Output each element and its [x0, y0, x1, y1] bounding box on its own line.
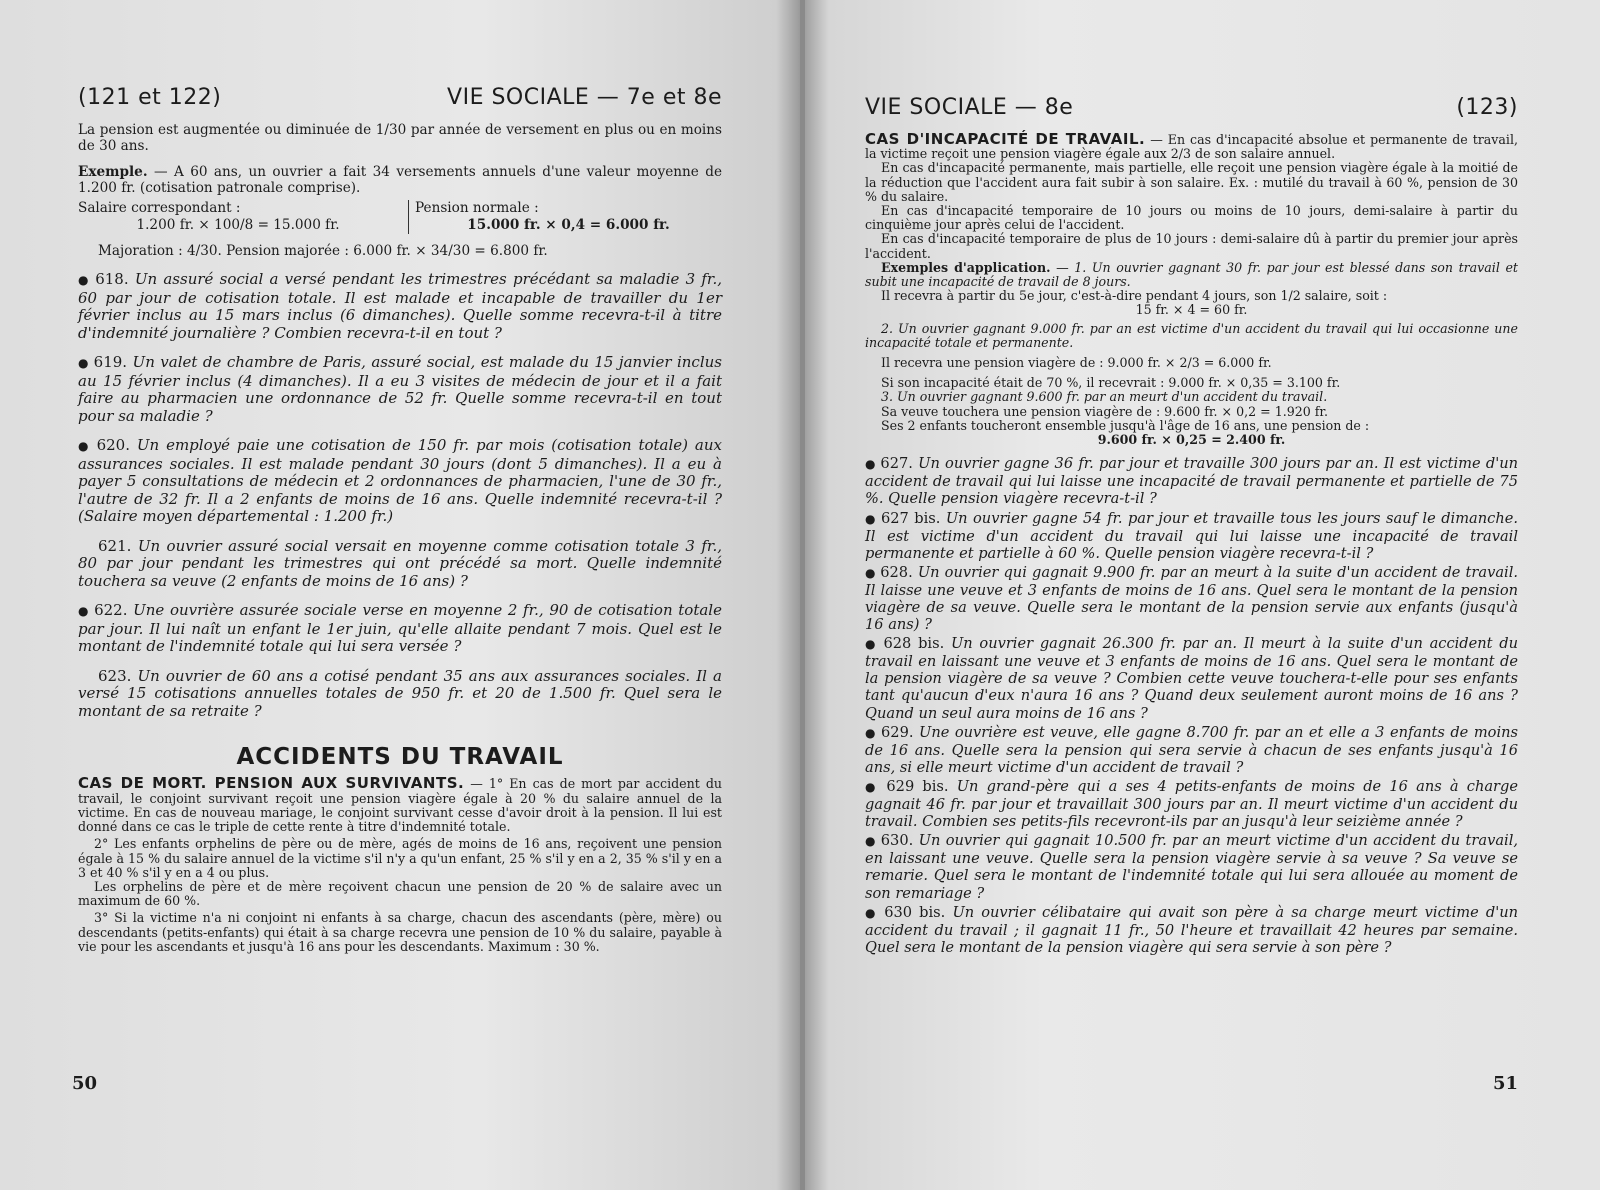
pension-formula: 15.000 fr. × 0,4 = 6.000 fr.: [467, 217, 670, 234]
problem-619: ● 619. Un valet de chambre de Paris, assuré social, est malade du 15 janvier inclus au 15 février inclus (4 dimanches). Il a eu 3 visites de médecin de jour et il a fait faire au pharmacien une ordonnance de 52 fr. Quelle somme recevra-t-il en tout pour sa maladie ?: [78, 353, 722, 425]
death-para-1: [78, 776, 722, 834]
example-1: [865, 261, 1518, 289]
incapacity-section: [865, 132, 1518, 447]
pension-label: Pension normale :: [415, 200, 539, 217]
left-problems-list: [78, 271, 722, 720]
right-running-header: [865, 95, 1518, 120]
problem-text: Un ouvrier qui gagnait 9.900 fr. par an meurt à la suite d'un accident de travail. Il laisse une veuve et 3 enfants de moins de 16 ans. Quel sera le montant de la pension viagère de sa veuve. Quelle sera le montant de la pension servie aux enfants (jusqu'à 16 ans) ?: [865, 563, 1519, 634]
problem-number: 629 bis.: [886, 777, 949, 795]
incap-para-1: [865, 132, 1518, 161]
death-para-2: 2° Les enfants orphelins de père ou de mère, agés de moins de 16 ans, reçoivent une pension égale à 15 % du salaire annuel de la victime s'il n'y a qu'un enfant, 25 % s'il y en a 2, 35 % s'il y en a 3 et 40 % s'il y en a 4 ou plus.: [78, 836, 722, 880]
problem-627-bis: ● 627 bis. Un ouvrier gagne 54 fr. par jour et travaille tous les jours sauf le dimanche. Il est victime d'un accident du travail qui lui laisse une incapacité de travail permanente et partielle à 60 %. Quelle pension viagère recevra-t-il ?: [865, 509, 1518, 562]
problem-628: ● 628. Un ouvrier qui gagnait 9.900 fr. par an meurt à la suite d'un accident de travail. Il laisse une veuve et 3 enfants de moins de 16 ans. Quel sera le montant de la pension viagère de sa veuve. Quelle sera le montant de la pension servie aux enfants (jusqu'à 16 ans) ?: [865, 563, 1519, 634]
problem-number: 630 bis.: [884, 903, 946, 921]
problem-number: 620.: [96, 436, 130, 455]
example-paragraph: [78, 164, 722, 197]
salary-formula: 1.200 fr. × 100/8 = 15.000 fr.: [136, 217, 340, 234]
incap-para-1-text: — En cas d'incapacité absolue et permanente de travail, la victime reçoit une pension viagère égale aux 2/3 de son salaire annuel.: [865, 132, 1518, 162]
death-subhead: CAS DE MORT. PENSION AUX SURVIVANTS.: [78, 774, 465, 793]
death-pension-section: [78, 776, 722, 953]
problem-text: Un ouvrier assuré social versait en moyenne comme cotisation totale 3 fr., 80 par jour pendant les trimestres qui ont précédé sa mort. Quelle indemnité touchera sa veuve (2 enfants de moins de 16 ans) ?: [78, 536, 722, 590]
example-3-calc: Sa veuve touchera une pension viagère de : 9.600 fr. × 0,2 = 1.920 fr.: [881, 403, 1329, 419]
problem-623: [78, 668, 722, 721]
pension-intro: La pension est augmentée ou diminuée de 1/30 par année de versement en plus ou en moins de 30 ans.: [78, 122, 722, 155]
example-3-result: 9.600 fr. × 0,25 = 2.400 fr.: [1097, 432, 1286, 448]
problem-618: ● 618. Un assuré social a versé pendant les trimestres précédant sa maladie 3 fr., 60 par jour de cotisation totale. Il est malade et incapable de travailler du 1er février inclus au 15 mars inclus (6 dimanches). Quelle somme recevra-t-il à titre d'indemnité journalière ? Combien recevra-t-il en tout ?: [78, 270, 722, 342]
left-header-section-numbers: (121 et 122): [78, 85, 222, 110]
problem-number: 622.: [94, 601, 128, 620]
pension-column: [408, 200, 722, 234]
problem-text: Un ouvrier qui gagnait 10.500 fr. par an meurt victime d'un accident du travail, en laissant une veuve. Quelle sera la pension viagère servie à sa veuve ? Sa veuve se remarie. Quel sera le montant de l'indemnité totale qui lui sera allouée au moment de son remariage ?: [865, 832, 1519, 902]
incap-para-3: En cas d'incapacité temporaire de 10 jours ou moins de 10 jours, demi-salaire à partir du cinquième jour après celui de l'accident.: [865, 203, 1518, 233]
problem-number: 618.: [95, 270, 129, 289]
problem-number: 629.: [881, 723, 914, 741]
problem-number: 619.: [93, 353, 128, 372]
problem-622: ● 622. Une ouvrière assurée sociale verse en moyenne 2 fr., 90 de cotisation totale par jour. Il lui naît un enfant le 1er juin, qu'elle allaite pendant 7 mois. Quel est le montant de l'indemnité totale qui lui sera versée ?: [78, 601, 722, 656]
example-1-text: — 1. Un ouvrier gagnant 30 fr. par jour est blessé dans son travail et subit une incapacité de travail de 8 jours.: [865, 259, 1518, 290]
incap-para-4: En cas d'incapacité temporaire de plus de 10 jours : demi-salaire dû à partir du premier jour après l'accident.: [865, 231, 1518, 261]
salary-label: Salaire correspondant :: [78, 200, 241, 217]
problem-text: Un ouvrier gagne 54 fr. par jour et travaille tous les jours sauf le dimanche. Il est victime d'un accident du travail qui lui laisse une incapacité de travail permanente et partielle à 60 %. Quelle pension viagère recevra-t-il ?: [865, 509, 1518, 562]
example-1-calc: Il recevra à partir du 5e jour, c'est-à-dire pendant 4 jours, son 1/2 salaire, soit :: [881, 288, 1388, 304]
right-header-title: VIE SOCIALE — 8e: [865, 95, 1074, 120]
right-page: [805, 0, 1600, 1190]
salary-column: [78, 200, 408, 234]
problem-number: 627.: [880, 455, 913, 473]
death-para-4: 3° Si la victime n'a ni conjoint ni enfants à sa charge, chacun des ascendants (père, mère) ou descendants (petits-enfants) qui était à sa charge recevra une pension de 10 % du salaire, payable à vie pour les ascendants et jusqu'à 16 ans pour les descendants. Maximum : 30 %.: [78, 910, 722, 954]
problem-627: ● 627. Un ouvrier gagne 36 fr. par jour et travaille 300 jours par an. Il est victime d'un accident de travail qui lui laisse une incapacité de travail permanente et partielle de 75 %. Quelle pension viagère recevra-t-il ?: [865, 455, 1519, 508]
problem-text: Un grand-père qui a ses 4 petits-enfants de moins de 16 ans à charge gagnait 46 fr. par jour et travaillait 300 jours par an. Il meurt victime d'un accident du travail. Combien ses petits-fils recevront-ils par an jusqu'à leur seizième année ?: [865, 777, 1518, 831]
problem-text: Une ouvrière assurée sociale verse en moyenne 2 fr., 90 de cotisation totale par jour. Il lui naît un enfant le 1er juin, qu'elle allaite pendant 7 mois. Quel est le montant de l'indemnité totale qui lui sera versée ?: [78, 601, 722, 656]
problem-630-bis: ● 630 bis. Un ouvrier célibataire qui avait son père à sa charge meurt victime d'un accident du travail ; il gagnait 11 fr., 50 l'heure et travaillait 42 heures par semaine. Quel sera le montant de la pension viagère qui sera servie à son père ?: [865, 903, 1519, 956]
death-para-3: Les orphelins de père et de mère reçoivent chacun une pension de 20 % de salaire avec un maximum de 60 %.: [78, 878, 722, 909]
left-running-header: [78, 85, 722, 110]
problem-number: 623.: [98, 666, 132, 685]
problem-629-bis: ● 629 bis. Un grand-père qui a ses 4 petits-enfants de moins de 16 ans à charge gagnait 46 fr. par jour et travaillait 300 jours par an. Il meurt victime d'un accident du travail. Combien ses petits-fils recevront-ils par an jusqu'à leur seizième année ?: [865, 777, 1518, 831]
example-text: — A 60 ans, un ouvrier a fait 34 versements annuels d'une valeur moyenne de 1.200 fr. (cotisation patronale comprise).: [78, 163, 722, 196]
right-page-number: 51: [1492, 1073, 1518, 1094]
problem-number: 628 bis.: [883, 635, 945, 653]
problem-number: 630.: [880, 832, 914, 850]
death-para-1-text: — 1° En cas de mort par accident du travail, le conjoint survivant reçoit une pension viagère égale à 20 % du salaire annuel de la victime. En cas de nouveau mariage, le conjoint survivant cesse d'avoir droit à la pension. Il lui est donné dans ce cas le triple de cette rente à titre d'indemnité totale.: [78, 776, 722, 835]
majoration-line: Majoration : 4/30. Pension majorée : 6.000 fr. × 34/30 = 6.800 fr.: [98, 243, 548, 260]
problem-number: 628.: [880, 563, 913, 581]
problem-628-bis: ● 628 bis. Un ouvrier gagnait 26.300 fr. par an. Il meurt à la suite d'un accident du travail en laissant une veuve et 3 enfants de moins de 16 ans. Quel sera le montant de la pension viagère de sa veuve ? Combien cette veuve touchera-t-elle pour ses enfants tant qu'aucun d'eux n'aura 16 ans ? Quand deux seulement auront moins de 16 ans ? Quand un seul aura moins de 16 ans ?: [865, 635, 1519, 722]
incap-para-2: En cas d'incapacité permanente, mais partielle, elle reçoit une pension viagère égale à la moitié de la réduction que l'accident aura fait subir à son salaire. Ex. : mutilé du travail à 60 %, pension de 30 % du salaire.: [865, 160, 1518, 204]
example-label: Exemple.: [78, 163, 148, 180]
incapacity-subhead: CAS D'INCAPACITÉ DE TRAVAIL.: [865, 130, 1146, 148]
problem-630: ● 630. Un ouvrier qui gagnait 10.500 fr. par an meurt victime d'un accident du travail, en laissant une veuve. Quelle sera la pension viagère servie à sa veuve ? Sa veuve se remarie. Quel sera le montant de l'indemnité totale qui lui sera allouée au moment de son remariage ?: [865, 832, 1519, 902]
example-1-result: 15 fr. × 4 = 60 fr.: [1135, 302, 1248, 318]
problem-text: Un ouvrier gagnait 26.300 fr. par an. Il meurt à la suite d'un accident du travail en laissant une veuve et 3 enfants de moins de 16 ans. Quel sera le montant de la pension viagère de sa veuve ? Combien cette veuve touchera-t-elle pour ses enfants tant qu'aucun d'eux n'aura 16 ans ? Quand deux seulement auront moins de 16 ans ? Quand un seul aura moins de 16 ans ?: [865, 635, 1519, 722]
problem-text: Un employé paie une cotisation de 150 fr. par mois (cotisation totale) aux assurances sociales. Il est malade pendant 30 jours (dont 5 dimanches). Il a eu à payer 5 consultations de médecin et 2 ordonnances de pharmacien, l'une de 30 fr., l'autre de 32 fr. Il a 2 enfants de moins de 16 ans. Quelle indemnité recevra-t-il ? (Salaire moyen départemental : 1.200 fr.): [78, 436, 722, 526]
problem-629: ● 629. Une ouvrière est veuve, elle gagne 8.700 fr. par an et elle a 3 enfants de moins de 16 ans. Quelle sera la pension qui sera servie à chacun de ses enfants jusqu'à 16 ans, si elle meurt victime d'un accident de travail ?: [865, 723, 1519, 776]
problem-text: Un ouvrier de 60 ans a cotisé pendant 35 ans aux assurances sociales. Il a versé 15 cotisations annuelles totales de 950 fr. et 20 de 1.500 fr. Quel sera le montant de sa retraite ?: [78, 666, 722, 720]
problem-text: Un valet de chambre de Paris, assuré social, est malade du 15 janvier inclus au 15 février inclus (4 dimanches). Il a eu 3 visites de médecin de jour et il a fait faire au pharmacien une ordonnance de 52 fr. Quelle somme recevra-t-il en tout pour sa maladie ?: [78, 353, 722, 425]
left-header-title: VIE SOCIALE — 7e et 8e: [447, 85, 722, 110]
problem-621: [78, 538, 722, 591]
right-problems-list: [865, 455, 1518, 956]
problem-620: ● 620. Un employé paie une cotisation de 150 fr. par mois (cotisation totale) aux assurances sociales. Il est malade pendant 30 jours (dont 5 dimanches). Il a eu à payer 5 consultations de médecin et 2 ordonnances de pharmacien, l'une de 30 fr., l'autre de 32 fr. Il a 2 enfants de moins de 16 ans. Quelle indemnité recevra-t-il ? (Salaire moyen départemental : 1.200 fr.): [78, 436, 722, 526]
example-3: 3. Un ouvrier gagnant 9.600 fr. par an meurt d'un accident du travail.: [881, 389, 1328, 405]
problem-text: Un ouvrier célibataire qui avait son père à sa charge meurt victime d'un accident du travail ; il gagnait 11 fr., 50 l'heure et travaillait 42 heures par semaine. Quel sera le montant de la pension viagère qui sera servie à son père ?: [865, 903, 1519, 956]
example-2-calc: Il recevra une pension viagère de : 9.000 fr. × 2/3 = 6.000 fr.: [881, 355, 1272, 371]
section-title-accidents: ACCIDENTS DU TRAVAIL: [236, 744, 564, 771]
problem-text: Un ouvrier gagne 36 fr. par jour et travaille 300 jours par an. Il est victime d'un accident de travail qui lui laisse une incapacité de travail permanente et partielle de 75 %. Quelle pension viagère recevra-t-il ?: [865, 455, 1519, 508]
pension-calculation: [78, 200, 722, 234]
problem-text: Une ouvrière est veuve, elle gagne 8.700 fr. par an et elle a 3 enfants de moins de 16 ans. Quelle sera la pension qui sera servie à chacun de ses enfants jusqu'à 16 ans, si elle meurt victime d'un accident de travail ?: [865, 723, 1519, 776]
problem-text: Un assuré social a versé pendant les trimestres précédant sa maladie 3 fr., 60 par jour de cotisation totale. Il est malade et incapable de travailler du 1er février inclus au 15 mars inclus (6 dimanches). Quelle somme recevra-t-il à titre d'indemnité journalière ? Combien recevra-t-il en tout ?: [78, 270, 722, 342]
problem-number: 627 bis.: [880, 509, 941, 527]
examples-label: Exemples d'application.: [881, 259, 1051, 275]
example-3-calc-2: Ses 2 enfants toucheront ensemble jusqu'à l'âge de 16 ans, une pension de :: [881, 417, 1370, 433]
problem-number: 621.: [98, 536, 132, 555]
left-page-number: 50: [72, 1073, 98, 1094]
right-header-section-number: (123): [1456, 95, 1518, 120]
example-2-calc-2: Si son incapacité était de 70 %, il recevrait : 9.000 fr. × 0,35 = 3.100 fr.: [881, 375, 1341, 391]
example-2: 2. Un ouvrier gagnant 9.000 fr. par an est victime d'un accident du travail qui lui occasionne une incapacité totale et permanente.: [865, 320, 1518, 350]
